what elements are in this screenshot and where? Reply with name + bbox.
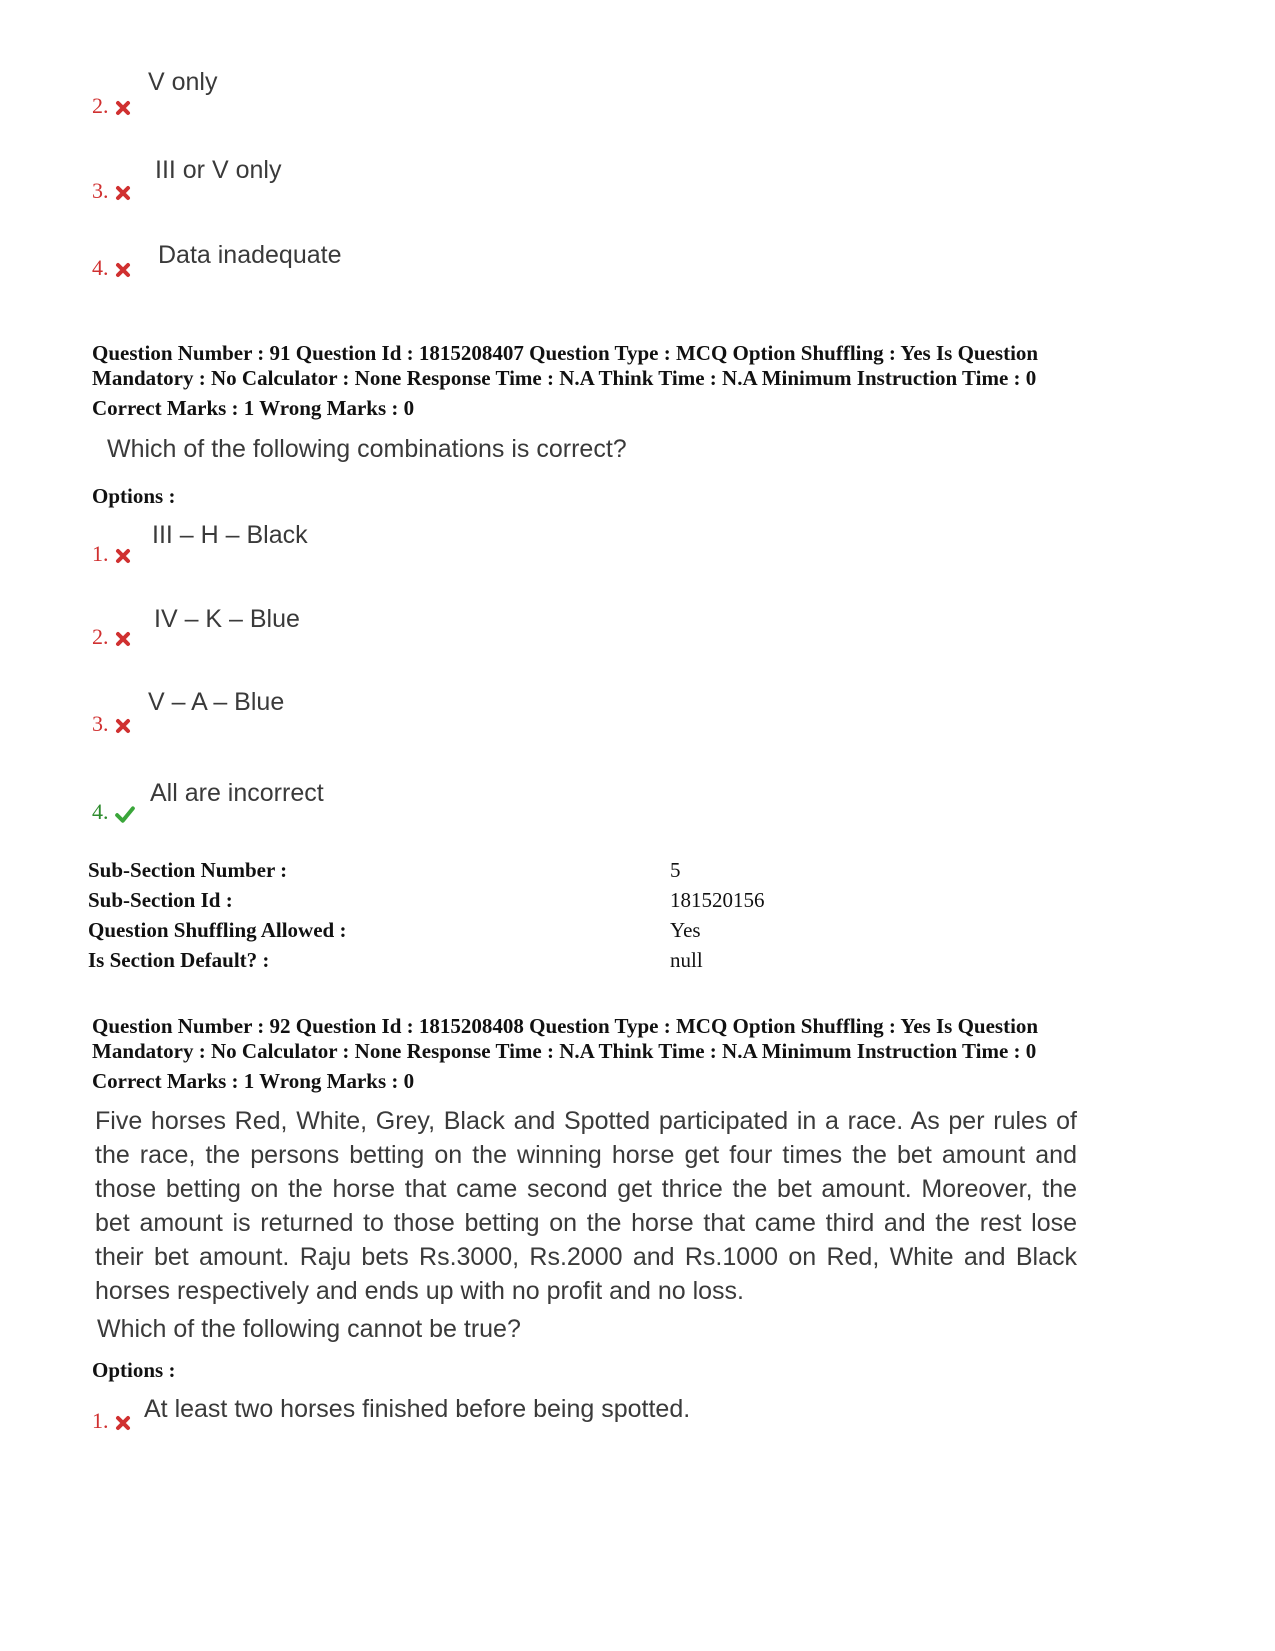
subsection-label: Sub-Section Id : <box>88 888 233 912</box>
options-label: Options : <box>92 484 176 508</box>
subsection-value: null <box>670 948 703 972</box>
option-text: V – A – Blue <box>148 688 285 716</box>
question-text: Which of the following combinations is correct? <box>107 435 627 463</box>
option-text: Data inadequate <box>158 241 342 269</box>
question-meta-line: Mandatory : No Calculator : None Response Time : N.A Think Time : N.A Minimum Instruction Time : 0 <box>92 1039 1037 1063</box>
option-number: 1. <box>92 1408 131 1434</box>
subsection-value: 181520156 <box>670 888 765 912</box>
question-text: Which of the following cannot be true? <box>97 1315 521 1343</box>
option-text: III or V only <box>155 156 282 184</box>
option-number: 2. <box>92 93 131 119</box>
cross-icon <box>115 548 131 564</box>
option-text: IV – K – Blue <box>154 605 300 633</box>
subsection-label: Is Section Default? : <box>88 948 270 972</box>
question-marks: Correct Marks : 1 Wrong Marks : 0 <box>92 1069 415 1093</box>
subsection-value: Yes <box>670 918 701 942</box>
option-number: 4. <box>92 799 135 825</box>
subsection-label: Question Shuffling Allowed : <box>88 918 347 942</box>
subsection-value: 5 <box>670 858 681 882</box>
subsection-label: Sub-Section Number : <box>88 858 288 882</box>
question-meta-line: Mandatory : No Calculator : None Response Time : N.A Think Time : N.A Minimum Instruction Time : 0 <box>92 366 1037 390</box>
option-text: All are incorrect <box>150 779 324 807</box>
question-passage: Five horses Red, White, Grey, Black and Spotted participated in a race. As per rules of the race, the persons betting on the winning horse get four times the bet amount and those betting on the horse that came second get thrice the bet amount. Moreover, the bet amount is returned to those betting on the horse that came third and the rest lose their bet amount. Raju bets Rs.3000, Rs.2000 and Rs.1000 on Red, White and Black horses respectively and ends up with no profit and no loss. <box>95 1107 1077 1305</box>
option-number: 3. <box>92 711 131 737</box>
cross-icon <box>115 718 131 734</box>
option-text: III – H – Black <box>152 521 308 549</box>
cross-icon <box>115 631 131 647</box>
question-marks: Correct Marks : 1 Wrong Marks : 0 <box>92 396 415 420</box>
question-meta-line: Question Number : 91 Question Id : 1815208407 Question Type : MCQ Option Shuffling : Yes Is Question <box>92 341 1039 365</box>
option-text: At least two horses finished before being spotted. <box>144 1395 691 1423</box>
option-number: 4. <box>92 255 131 281</box>
option-number: 2. <box>92 624 131 650</box>
cross-icon <box>115 185 131 201</box>
check-icon <box>115 805 135 823</box>
option-number: 1. <box>92 541 131 567</box>
cross-icon <box>115 1415 131 1431</box>
question-meta-line: Question Number : 92 Question Id : 1815208408 Question Type : MCQ Option Shuffling : Yes Is Question <box>92 1014 1039 1038</box>
option-number: 3. <box>92 178 131 204</box>
cross-icon <box>115 262 131 278</box>
cross-icon <box>115 100 131 116</box>
options-label: Options : <box>92 1358 176 1382</box>
option-text: V only <box>148 68 218 96</box>
